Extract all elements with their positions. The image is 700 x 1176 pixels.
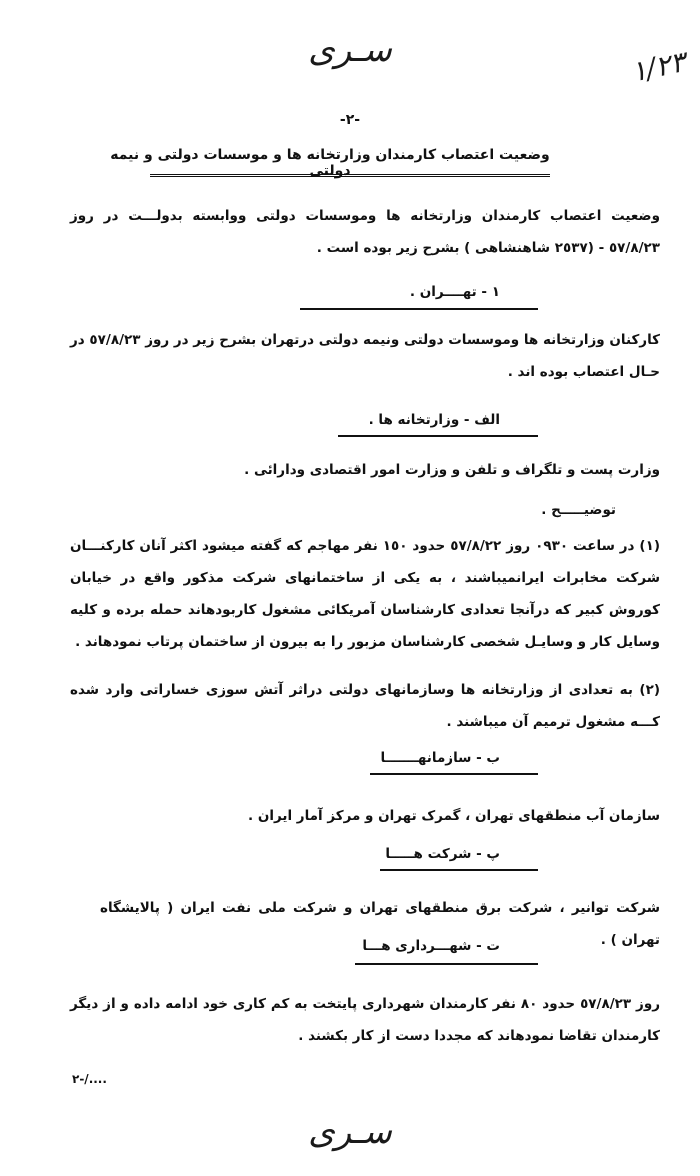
classification-stamp-top: سـرى xyxy=(308,30,392,70)
note-1: (١) در ساعت ٠٩٣٠ روز ٥٧/٨/٢٢ حدود ١٥٠ نفر مهاجم که گفته میشود اکثر آنان کارکنـــان شرکت مخابرات ایرانمیباشند ، به یکی از ساختمانهای شرکت مذکور واقع در خیابان کوروش کبیر که درآنجا تعدادی کارشناسان آمریکائی مشغول کاربودهاند حمله برده و کلیه وسایل کار و وسایـل شخصی کارشناسان مزبور را به بیرون از ساختمان پرتاب نمودهاند . xyxy=(70,538,661,650)
ministries-underline xyxy=(338,435,538,437)
organizations-underline xyxy=(370,773,538,775)
municipalities-paragraph: روز ٥٧/٨/٢٣ حدود ٨٠ نفر کارمندان شهرداری پایتخت به کم کاری خود ادامه داده و از دیگر کارمندان تقاضا نمودهاند که مجددا دست از کار بکشند . xyxy=(70,996,660,1044)
ministries-list: وزارت پست و تلگراف و تلفن و وزارت امور اقتصادی ودارائی . xyxy=(244,462,660,478)
title-underline xyxy=(150,174,550,177)
section-tehran-underline xyxy=(300,308,538,310)
companies-underline xyxy=(380,869,538,871)
organizations-heading: ب - سازمانهـــــــا xyxy=(380,750,500,766)
municipalities-underline xyxy=(355,963,538,965)
continuation-code: ٢-/.... xyxy=(72,1072,107,1086)
classification-stamp-bottom: سـرى xyxy=(308,1112,392,1152)
intro-paragraph: وضعیت اعتصاب کارمندان وزارتخانه ها وموسسات دولتی ووابسته بدولـــت در روز ٥٧/٨/٢٣ - (٢٥٣٧ شاهنشاهی ) بشرح زیر بوده است . xyxy=(70,208,660,256)
companies-list: شرکت توانیر ، شرکت برق منطقهای تهران و شرکت ملی نفت ایران ( پالایشگاه تهران ) . xyxy=(100,900,660,948)
document-title: وضعیت اعتصاب کارمندان وزارتخانه ها و موسسات دولتی و نیمه دولتی xyxy=(110,147,550,179)
section-tehran-paragraph: کارکنان وزارتخانه ها وموسسات دولتی ونیمه دولتی درتهران بشرح زیر در روز ٥٧/٨/٢٣ در حـال اعتصاب بوده اند . xyxy=(70,332,660,380)
page-number: -٢- xyxy=(339,112,361,128)
note-label: توضیـــــح . xyxy=(541,502,616,518)
organizations-list: سازمان آب منطقهای تهران ، گمرک تهران و مرکز آمار ایران . xyxy=(248,808,660,824)
section-tehran-heading: ١ - تهــــران . xyxy=(409,284,500,300)
handwritten-margin-note: ١/٢٣ xyxy=(628,45,689,89)
companies-heading: پ - شرکت هـــــا xyxy=(385,846,500,862)
ministries-heading: الف - وزارتخانه ها . xyxy=(368,412,500,428)
note-2: (٢) به تعدادی از وزارتخانه ها وسازمانهای دولتی دراثر آتش سوزی خساراتی وارد شده کـــه مشغول ترمیم آن میباشند . xyxy=(70,682,660,730)
municipalities-heading: ت - شهـــرداری هـــا xyxy=(362,938,500,954)
